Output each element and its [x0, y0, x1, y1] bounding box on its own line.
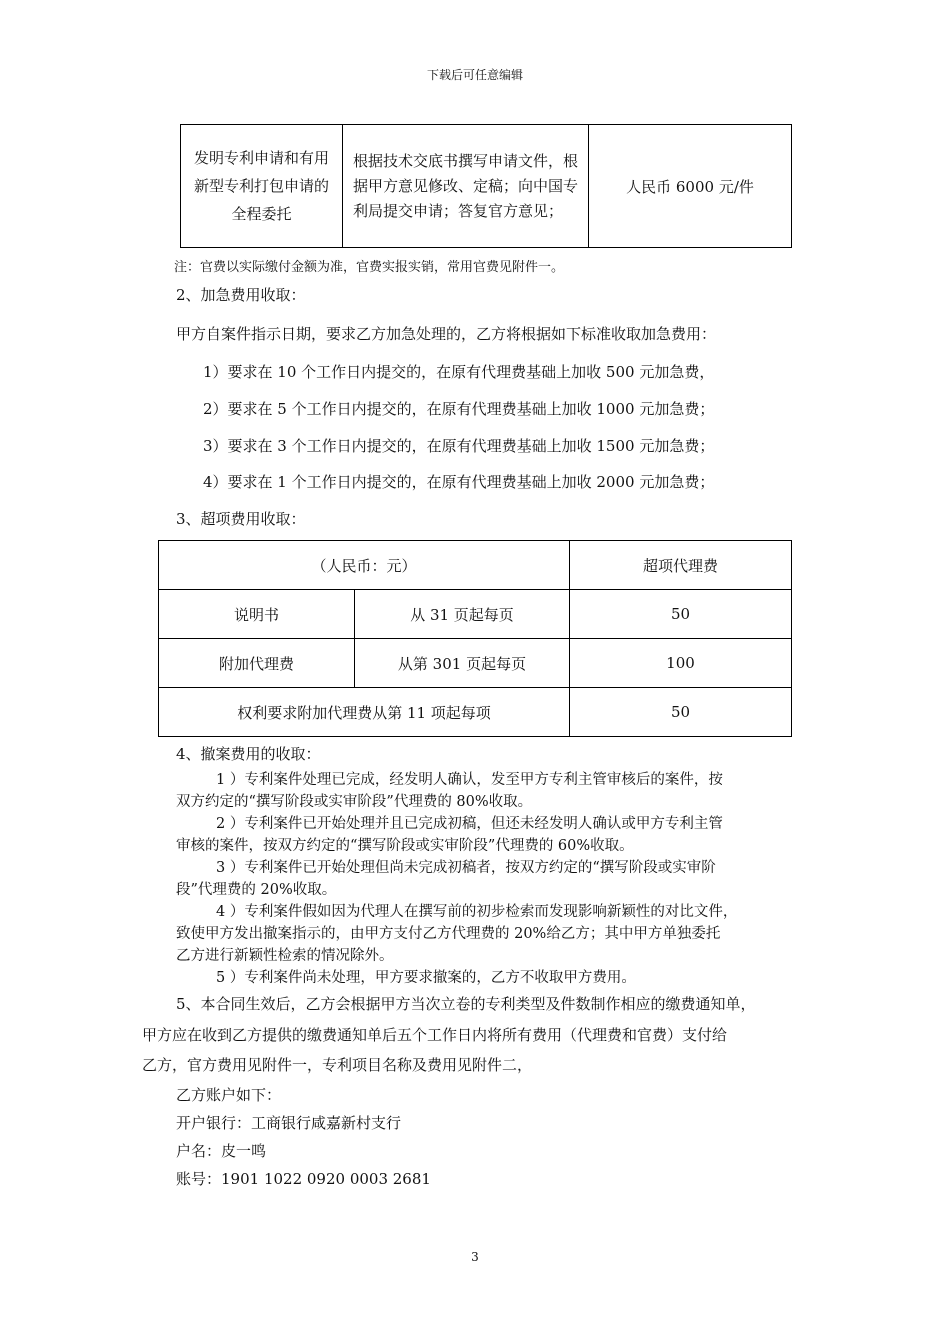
excess-item-name: 说明书	[159, 590, 355, 639]
section4-line: 致使甲方发出撤案指示的，由甲方支付乙方代理费的 20%给乙方；其中甲方单独委托	[176, 926, 721, 942]
page-number: 3	[471, 1250, 479, 1264]
section2-title: 2、加急费用收取：	[176, 286, 306, 304]
fee-content-cell: 根据技术交底书撰写申请文件，根据甲方意见修改、定稿；向中国专利局提交申请；答复官方意见；	[343, 125, 589, 248]
section2-item: 3）要求在 3 个工作日内提交的，在原有代理费基础上加收 1500 元加急费；	[203, 437, 715, 455]
account-name: 户名：皮一鸣	[176, 1142, 267, 1160]
section2-item: 1）要求在 10 个工作日内提交的，在原有代理费基础上加收 500 元加急费，	[203, 363, 715, 381]
section4-line: 4 ）专利案件假如因为代理人在撰写前的初步检索而发现影响新颖性的对比文件，	[216, 904, 738, 920]
account-bank: 开户银行：工商银行咸嘉新村支行	[176, 1114, 402, 1132]
section2-item: 2）要求在 5 个工作日内提交的，在原有代理费基础上加收 1000 元加急费；	[203, 400, 715, 418]
fee-price-cell: 人民币 6000 元/件	[589, 125, 792, 248]
section2-intro: 甲方自案件指示日期，要求乙方加急处理的，乙方将根据如下标准收取加急费用：	[176, 325, 717, 343]
excess-header-fee: 超项代理费	[570, 541, 792, 590]
section3-title: 3、超项费用收取：	[176, 510, 306, 528]
section5-line: 5、本合同生效后，乙方会根据甲方当次立卷的专利类型及件数制作相应的缴费通知单，	[176, 995, 756, 1013]
fee-service-cell: 发明专利申请和有用新型专利打包申请的全程委托	[181, 125, 343, 248]
section5-line: 甲方应在收到乙方提供的缴费通知单后五个工作日内将所有费用（代理费和官费）支付给	[142, 1026, 728, 1044]
section4-line: 审核的案件，按双方约定的“撰写阶段或实审阶段”代理费的 60%收取。	[176, 838, 634, 854]
section4-line: 乙方进行新颖性检索的情况除外。	[176, 948, 394, 964]
section5-line: 乙方，官方费用见附件一，专利项目名称及费用见附件二，	[142, 1056, 533, 1074]
excess-item-fee: 100	[570, 639, 792, 688]
section4-line: 段”代理费的 20%收取。	[176, 882, 337, 898]
section4-title: 4、撤案费用的收取：	[176, 745, 321, 763]
excess-item-fee: 50	[570, 688, 792, 737]
account-number: 账号：1901 1022 0920 0003 2681	[176, 1170, 431, 1188]
excess-item-range: 从 31 页起每页	[355, 590, 570, 639]
page-header: 下载后可任意编辑	[426, 68, 523, 82]
fee-note: 注：官费以实际缴付金额为准，官费实报实销，常用官费见附件一。	[174, 260, 565, 275]
excess-item-fee: 50	[570, 590, 792, 639]
fee-table	[180, 124, 792, 248]
excess-header-unit: （人民币：元）	[159, 541, 570, 590]
section4-line: 2 ）专利案件已开始处理并且已完成初稿，但还未经发明人确认或甲方专利主管	[216, 816, 723, 832]
excess-item-range: 从第 301 页起每页	[355, 639, 570, 688]
excess-item-claims: 权利要求附加代理费从第 11 项起每项	[159, 688, 570, 737]
section4-line: 1 ）专利案件处理已完成，经发明人确认，发至甲方专利主管审核后的案件，按	[216, 772, 723, 788]
section4-line: 5 ）专利案件尚未处理，甲方要求撤案的，乙方不收取甲方费用。	[216, 970, 636, 986]
section4-line: 双方约定的“撰写阶段或实审阶段”代理费的 80%收取。	[176, 794, 533, 810]
excess-fee-table	[158, 540, 792, 737]
section2-item: 4）要求在 1 个工作日内提交的，在原有代理费基础上加收 2000 元加急费；	[203, 473, 715, 491]
excess-item-name: 附加代理费	[159, 639, 355, 688]
account-title: 乙方账户如下：	[176, 1086, 282, 1104]
section4-line: 3 ）专利案件已开始处理但尚未完成初稿者，按双方约定的“撰写阶段或实审阶	[216, 860, 716, 876]
